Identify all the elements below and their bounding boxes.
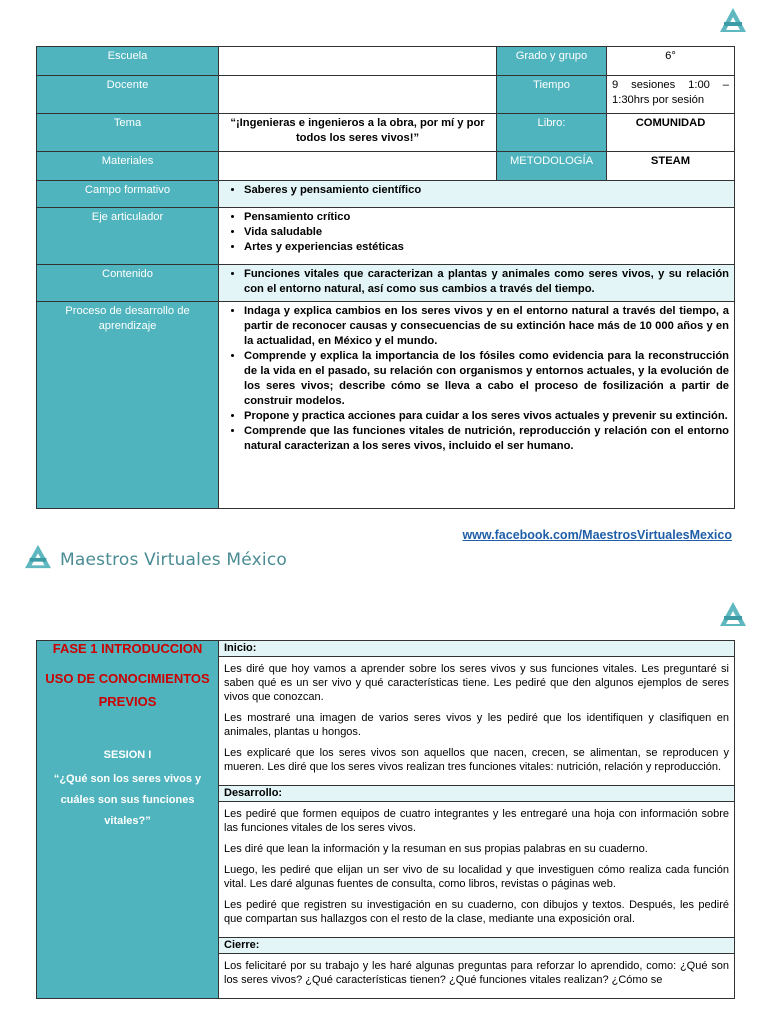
- materiales-label: Materiales: [37, 152, 219, 181]
- proceso-value: [219, 302, 735, 509]
- paragraph: Les pediré que registren su investigación en su cuaderno, con dibujos y textos. Después, les pediré que compartan sus hallazgos con el resto de la clase, mediante una exposición oral.: [224, 899, 729, 925]
- proceso-item: • Comprende que las funciones vitales de nutrición, reproducción y relación con el entorno natural caracterizan a los seres vivos, incluido el ser humano.: [244, 424, 729, 454]
- docente-label: Docente: [37, 76, 219, 114]
- brand-name: Maestros Virtuales México: [60, 549, 287, 570]
- tema-value: “¡Ingenieras e ingenieros a la obra, por mí y por todos los seres vivos!”: [219, 114, 497, 152]
- brand-footer: [24, 544, 287, 575]
- paragraph: Luego, les pediré que elijan un ser vivo de su localidad y que investiguen cómo realiza cada función vital. Les daré algunas fuentes de consulta, como libros, revistas o páginas web.: [224, 864, 729, 890]
- facebook-link[interactable]: www.facebook.com/MaestrosVirtualesMexico: [462, 528, 732, 542]
- proceso-label: Proceso de desarrollo de aprendizaje: [37, 302, 219, 509]
- libro-value: COMUNIDAD: [607, 114, 735, 152]
- escuela-label: Escuela: [37, 47, 219, 76]
- eje-item: • Vida saludable: [244, 225, 729, 240]
- session-question: “¿Qué son los seres vivos y cuáles son sus funciones vitales?”: [53, 773, 202, 827]
- contenido-item: • Funciones vitales que caracterizan a plantas y animales como seres vivos, y su relación con el entorno natural, así como sus cambios a través del tiempo.: [244, 267, 729, 297]
- tiempo-value: 9 sesiones 1:00 – 1:30hrs por sesión: [607, 76, 735, 114]
- metodologia-value: STEAM: [607, 152, 735, 181]
- campo-label: Campo formativo: [37, 181, 219, 208]
- grado-value: 6°: [607, 47, 735, 76]
- eje-value: [219, 208, 735, 265]
- cierre-body: [219, 954, 735, 999]
- inicio-header: Inicio:: [219, 641, 735, 657]
- paragraph: Les diré que hoy vamos a aprender sobre los seres vivos y sus funciones vitales. Les preguntaré si saben qué es un ser vivo y qué características tiene. Les pediré que den algunos ejemplos de seres vivos que conozcan.: [224, 663, 729, 703]
- escuela-value: [219, 47, 497, 76]
- eje-item: • Pensamiento crítico: [244, 210, 729, 225]
- paragraph: Les explicaré que los seres vivos son aquellos que nacen, crecen, se alimentan, se reproducen y mueren. Les diré que los seres vivos realizan tres funciones vitales: nutrición, relación y reproducción.: [224, 747, 729, 773]
- inicio-body: [219, 657, 735, 786]
- desarrollo-body: [219, 802, 735, 938]
- libro-label: Libro:: [497, 114, 607, 152]
- brand-logo-icon: [718, 6, 748, 36]
- paragraph: Los felicitaré por su trabajo y les haré algunas preguntas para reforzar lo aprendido, como: ¿Qué son los seres vivos? ¿Qué características tienen? ¿Qué funciones vitales realizan? ¿Cómo se: [224, 960, 729, 986]
- tiempo-label: Tiempo: [497, 76, 607, 114]
- paragraph: Les pediré que formen equipos de cuatro integrantes y les entregaré una hoja con información sobre las funciones vitales de los seres vivos.: [224, 808, 729, 834]
- session-number: SESION I: [103, 749, 152, 761]
- plan-table: [36, 46, 735, 509]
- phase-cell: [37, 641, 219, 999]
- grado-label: Grado y grupo: [497, 47, 607, 76]
- paragraph: Les diré que lean la información y la resuman en sus propias palabras en su cuaderno.: [224, 843, 648, 855]
- campo-item: • Saberes y pensamiento científico: [244, 183, 729, 198]
- desarrollo-header: Desarrollo:: [219, 786, 735, 802]
- brand-logo-icon: [24, 544, 52, 575]
- paragraph: Les mostraré una imagen de varios seres vivos y les pediré que los identifiquen y clasifiquen en animales, plantas u hongos.: [224, 712, 729, 738]
- contenido-value: [219, 265, 735, 302]
- brand-logo-icon: [718, 600, 748, 630]
- tema-label: Tema: [37, 114, 219, 152]
- session-table: [36, 640, 735, 999]
- metodologia-label: METODOLOGÍA: [497, 152, 607, 181]
- campo-value: [219, 181, 735, 208]
- materiales-value: [219, 152, 497, 181]
- proceso-item: • Indaga y explica cambios en los seres vivos y en el entorno natural a través del tiempo, a partir de reconocer causas y consecuencias de su extinción hace más de 10 000 años y en la actualidad, en México y el mundo.: [244, 304, 729, 349]
- docente-value: [219, 76, 497, 114]
- phase-subtitle: USO DE CONOCIMIENTOS PREVIOS: [45, 671, 210, 709]
- eje-label: Eje articulador: [37, 208, 219, 265]
- proceso-item: • Propone y practica acciones para cuidar a los seres vivos actuales y prevenir su extinción.: [244, 409, 729, 424]
- eje-item: • Artes y experiencias estéticas: [244, 240, 729, 255]
- contenido-label: Contenido: [37, 265, 219, 302]
- proceso-item: • Comprende y explica la importancia de los fósiles como evidencia para la reconstrucción de la vida en el pasado, su relación con organismos y entornos actuales, y la evolución de los seres vivos; describe cómo se lleva a cabo el proceso de fosilización a partir de construir modelos.: [244, 349, 729, 409]
- cierre-header: Cierre:: [219, 938, 735, 954]
- phase-title: FASE 1 INTRODUCCION: [52, 641, 203, 656]
